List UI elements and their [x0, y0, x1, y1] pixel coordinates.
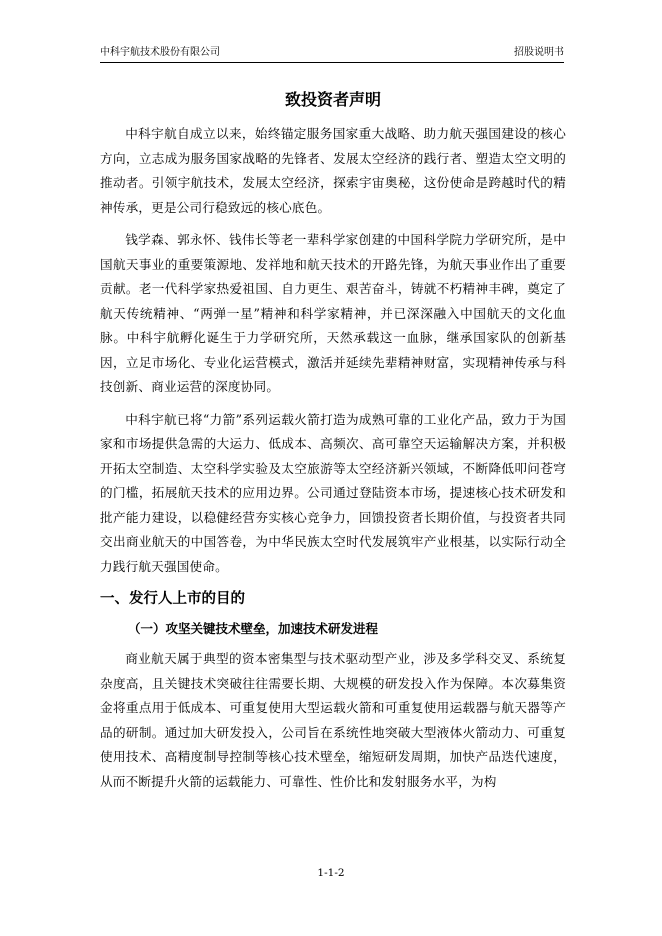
page-body — [100, 88, 566, 802]
page-header — [100, 44, 564, 63]
page-title: 致投资者声明 — [284, 90, 381, 109]
page-number: 1-1-2 — [317, 867, 345, 879]
paragraph-strategy: 中科宇航已将“力箭”系列运载火箭打造为成熟可靠的工业化产品，致力于为国家和市场提供急需的大运力、低成本、高频次、高可靠空天运输解决方案，并积极开拓太空制造、太空科学实验及太空旅游等太空经济新兴领域，不断降低叩问苍穹的门槛，拓展航天技术的应用边界。公司通过登陆资本市场，提速核心技术研发和批产能力建设，以稳健经营夯实核心竞争力，回馈投资者长期价值，与投资者共同交出商业航天的中国答卷，为中华民族太空时代发展筑牢产业根基，以实际行动全力践行航天强国使命。 — [100, 411, 566, 574]
paragraph-rd-investment: 商业航天属于典型的资本密集型与技术驱动型产业，涉及多学科交叉、系统复杂度高，且关键技术突破往往需要长期、大规模的研发投入作为保障。本次募集资金将重点用于低成本、可重复使用大型运载火箭和可重复使用运载器与航天器等产品的研制。通过加大研发投入，公司旨在系统性地突破大型液体火箭动力、可重复使用技术、高精度制导控制等核心技术壁垒，缩短研发周期，加快产品迭代速度，从而不断提升火箭的运载能力、可靠性、性价比和发射服务水平，为构 — [100, 651, 566, 789]
section-heading: 一、发行人上市的目的 — [100, 591, 245, 607]
paragraph-heritage: 钱学森、郭永怀、钱伟长等老一辈科学家创建的中国科学院力学研究所，是中国航天事业的重要策源地、发祥地和航天技术的开路先锋，为航天事业作出了重要贡献。老一代科学家热爱祖国、自力更生、艰苦奋斗，铸就不朽精神丰碑，奠定了航天传统精神、“两弹一星”精神和科学家精神，并已深深融入中国航天的文化血脉。中科宇航孵化诞生于力学研究所，天然承载这一血脉，继承国家队的创新基因，立足市场化、专业化运营模式，激活并延续先辈精神财富，实现精神传承与科技创新、商业运营的深度协同。 — [100, 232, 566, 394]
header-company-name: 中科宇航技术股份有限公司 — [100, 47, 220, 58]
header-document-type: 招股说明书 — [514, 47, 564, 58]
paragraph-mission: 中科宇航自成立以来，始终锚定服务国家重大战略、助力航天强国建设的核心方向，立志成为服务国家战略的先锋者、发展太空经济的践行者、塑造太空文明的推动者。引领宇航技术，发展太空经济，探索宇宙奥秘，这份使命是跨越时代的精神传承，更是公司行稳致远的核心底色。 — [100, 126, 566, 215]
subsection-heading: （一）攻坚关键技术壁垒，加速技术研发进程 — [128, 621, 379, 636]
